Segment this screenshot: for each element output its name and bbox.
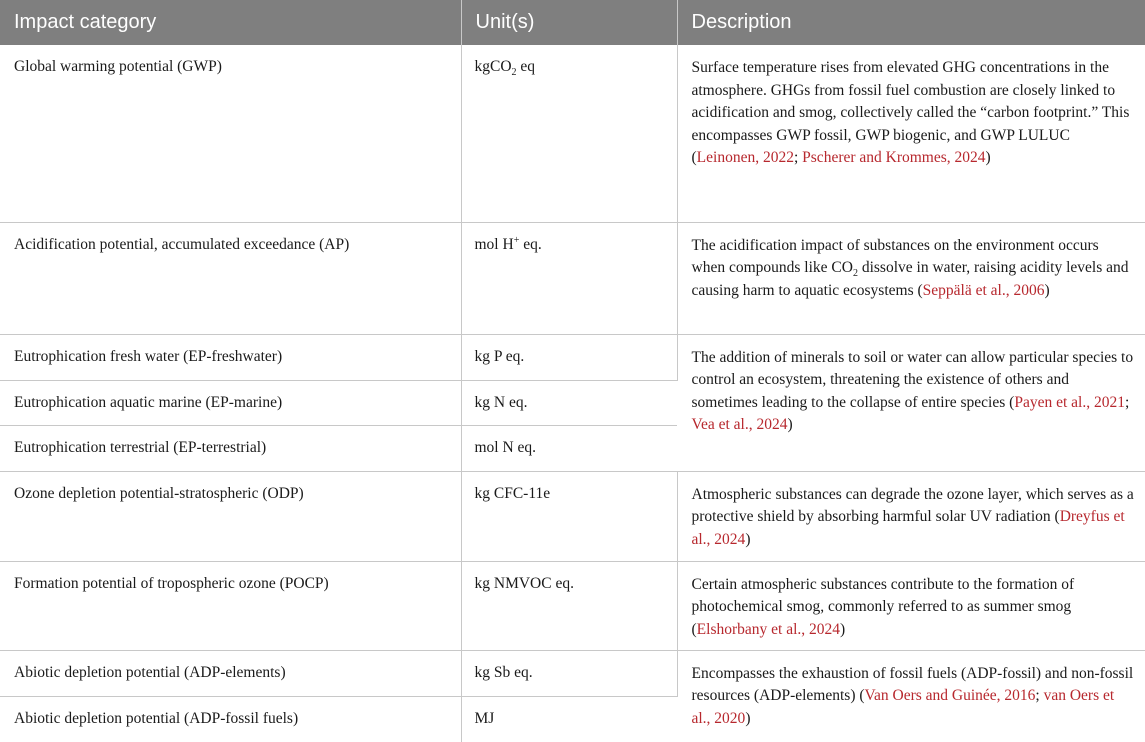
category-cell: Acidification potential, accumulated exceedance (AP) [0,222,461,334]
table-row [0,334,1145,380]
reference-link[interactable]: Van Oers and Guinée, 2016 [864,687,1036,704]
category-cell: Global warming potential (GWP) [0,45,461,222]
table-row [0,45,1145,222]
unit-cell: kgCO$_2$ eq [461,45,677,222]
category-cell: Formation potential of tropospheric ozone (POCP) [0,561,461,650]
reference-link[interactable]: van Oers et al., 2020 [691,687,1115,727]
table-row [0,561,1145,650]
reference-link[interactable]: Seppälä et al., 2006 [922,281,1045,299]
unit-cell: kg P eq. [461,334,677,380]
description-cell: Surface temperature rises from elevated GHG concentrations in the atmosphere. GHGs from fossil fuel combustion are closely linked to acidification and smog, collectively called the “carbon footprint.” This encompasses GWP fossil, GWP biogenic, and GWP LULUC (Leinonen, 2022; Pscherer and Krommes, 2024) [677,45,1145,222]
category-cell: Eutrophication terrestrial (EP-terrestrial) [0,425,461,471]
unit-cell: mol N eq. [461,425,677,471]
reference-link[interactable]: Dreyfus et al., 2024 [691,508,1125,548]
unit-cell: kg NMVOC eq. [461,561,677,650]
column-header-impact-category: Impact category [0,0,461,45]
table-header-row [0,0,1145,45]
category-cell: Eutrophication fresh water (EP-freshwater) [0,334,461,380]
description-cell: Certain atmospheric substances contribute to the formation of photochemical smog, commonly referred to as summer smog (Elshorbany et al., 2024) [677,561,1145,650]
unit-cell: mol H+ eq. [461,222,677,334]
unit-cell: MJ [474,709,495,727]
description-cell: The acidification impact of substances on the environment occurs when compounds like $CO_2$ dissolve in water, raising acidity levels and causing harm to aquatic ecosystems (Seppälä et al., 2006) [677,222,1145,334]
reference-link[interactable]: Vea et al., 2024 [691,416,788,433]
table-row [0,222,1145,334]
table-row [0,650,1145,696]
category-cell: Abiotic depletion potential (ADP-elements) [0,650,461,696]
reference-link[interactable]: Pscherer and Krommes, 2024 [802,149,986,166]
description-cell: Atmospheric substances can degrade the ozone layer, which serves as a protective shield by absorbing harmful solar UV radiation (Dreyfus et al., 2024) [677,471,1145,561]
table-row [0,471,1145,561]
unit-cell: kg N eq. [461,380,677,425]
reference-link[interactable]: Elshorbany et al., 2024 [696,620,841,638]
unit-cell: kg Sb eq. [461,650,677,696]
description-cell: The addition of minerals to soil or water can allow particular species to control an ecosystem, threatening the existence of others and sometimes leading to the collapse of entire species (Payen et al., 2021; Vea et al., 2024) [677,334,1145,471]
column-header-units: Unit(s) [461,0,677,45]
column-header-description: Description [677,0,1145,45]
description-cell: Encompasses the exhaustion of fossil fuels (ADP-fossil) and non-fossil resources (ADP-elements) (Van Oers and Guinée, 2016; van Oers et al., 2020) [691,664,1134,727]
category-cell: Abiotic depletion potential (ADP-fossil fuels) [0,696,461,742]
reference-link[interactable]: Leinonen, 2022 [696,149,794,166]
category-cell: Ozone depletion potential-stratospheric (ODP) [0,471,461,561]
reference-link[interactable]: Payen et al., 2021 [1014,393,1125,411]
category-cell: Eutrophication aquatic marine (EP-marine) [0,380,461,425]
unit-cell: kg CFC-11e [461,471,677,561]
